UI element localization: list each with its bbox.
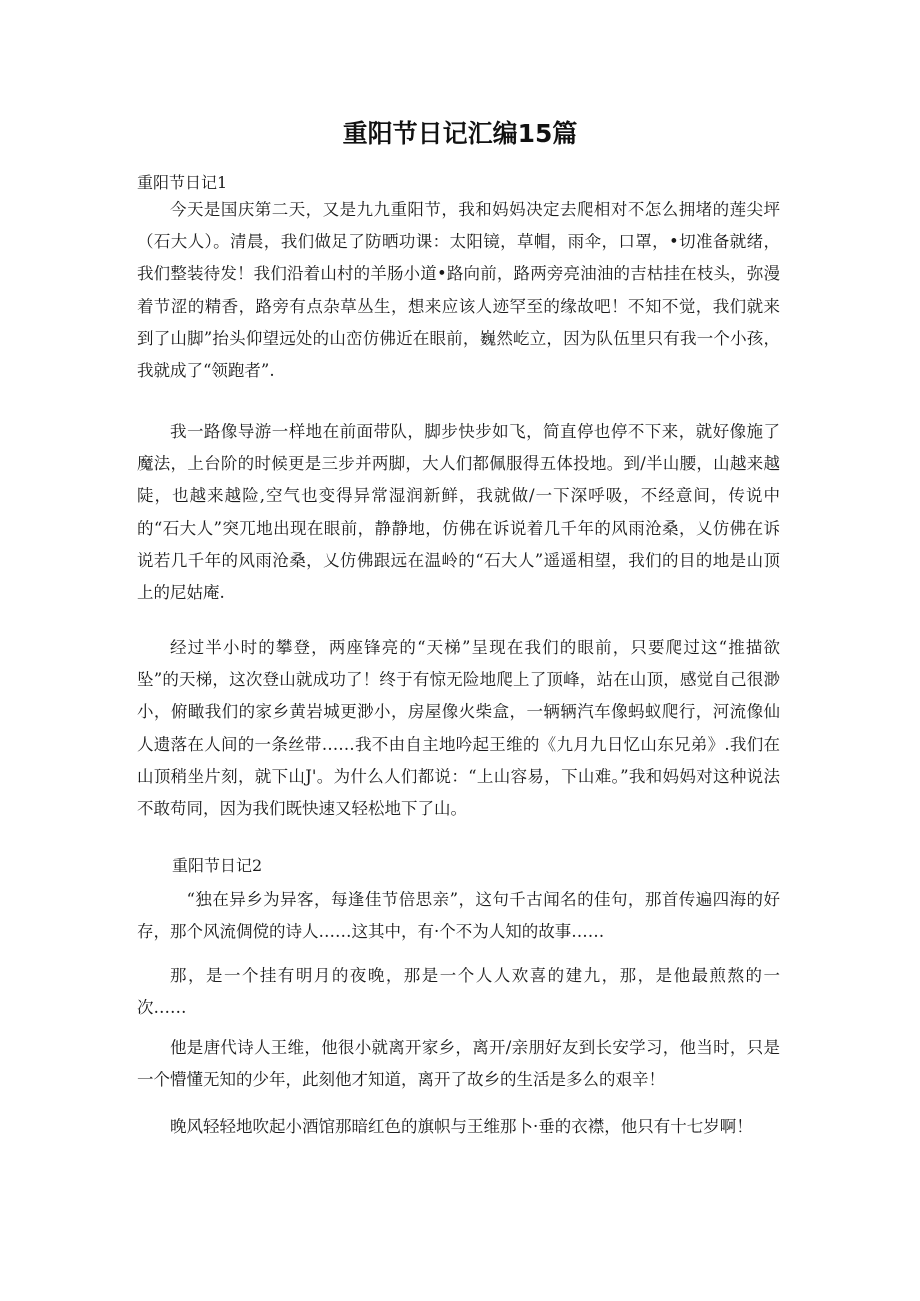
paragraph-2-1: “独在异乡为异客，每逢佳节倍思亲”，这句千古闻名的佳句，那首传遍四海的好存，那个风流倜傥的诗人……这其中，有·个不为人知的故事…… [137,890,780,942]
document-title: 重阳节日记汇编15篇 [342,119,578,148]
section-heading-1: 重阳节日记1 [137,173,228,192]
paragraph-2-2: 那，是一个挂有明月的夜晚，那是一个人人欢喜的建九，那，是他最煎熬的一次…… [137,966,780,1018]
paragraph-1-3: 经过半小时的攀登，两座锋亮的“天梯”呈现在我们的眼前，只要爬过这“推描欲坠”的天梯，这次登山就成功了！终于有惊无险地爬上了顶峰，站在山顶，感觉自己很渺小，俯瞰我们的家乡黄岩城更渺小，房屋像火柴盒，一辆辆汽车像蚂蚁爬行，河流像仙人遗落在人间的一条丝带……我不由自主地吟起王维的《九月九日忆山东兄弟》.我们在山顶稍坐片刻，就下山J'。为什么人们都说：“上山容易，下山难。”我和妈妈对这种说法不敢苟同，因为我们既快速又轻松地下了山。 [137,638,780,819]
paragraph-2-3: 他是唐代诗人王维，他很小就离开家乡，离开/亲朋好友到长安学习，他当时，只是一个懵懂无知的少年，此刻他才知道，离开了故乡的生活是多么的艰辛！ [137,1038,780,1090]
paragraph-1-1: 今天是国庆第二天，又是九九重阳节，我和妈妈决定去爬相对不怎么拥堵的莲尖坪（石大人）。清晨，我们做足了防晒功课：太阳镜，草帽，雨伞，口罩，•切准备就绪，我们整装待发！我们沿着山村的羊肠小道•路向前，路两旁亮油油的吉枯挂在枝头，弥漫着节涩的精香，路旁有点杂草丛生，想来应该人迹罕至的缘故吧！不知不觉，我们就来到了山脚”抬头仰望远处的山峦仿佛近在眼前，巍然屹立，因为队伍里只有我一个小孩，我就成了“领跑者”. [137,200,780,381]
section-heading-2: 重阳节日记2 [172,856,263,875]
paragraph-2-4: 晚风轻轻地吹起小酒馆那暗红色的旗帜与王维那卜·垂的衣襟，他只有十七岁啊！ [170,1117,753,1136]
paragraph-1-2: 我一路像导游一样地在前面带队，脚步快步如飞，简直停也停不下来，就好像施了魔法，上台阶的时候更是三步并两脚，大人们都佩服得五体投地。到/半山腰，山越来越陡，也越来越险,空气也变得异常湿润新鲜，我就做/一下深呼吸，不经意间，传说中的“石大人”突兀地出现在眼前，静静地，仿佛在诉说着几千年的风雨沧桑，乂仿佛在诉说若几千年的风雨沧桑，乂仿佛跟远在温岭的“石大人”遥遥相望，我们的目的地是山顶上的尼姑庵. [137,422,780,603]
